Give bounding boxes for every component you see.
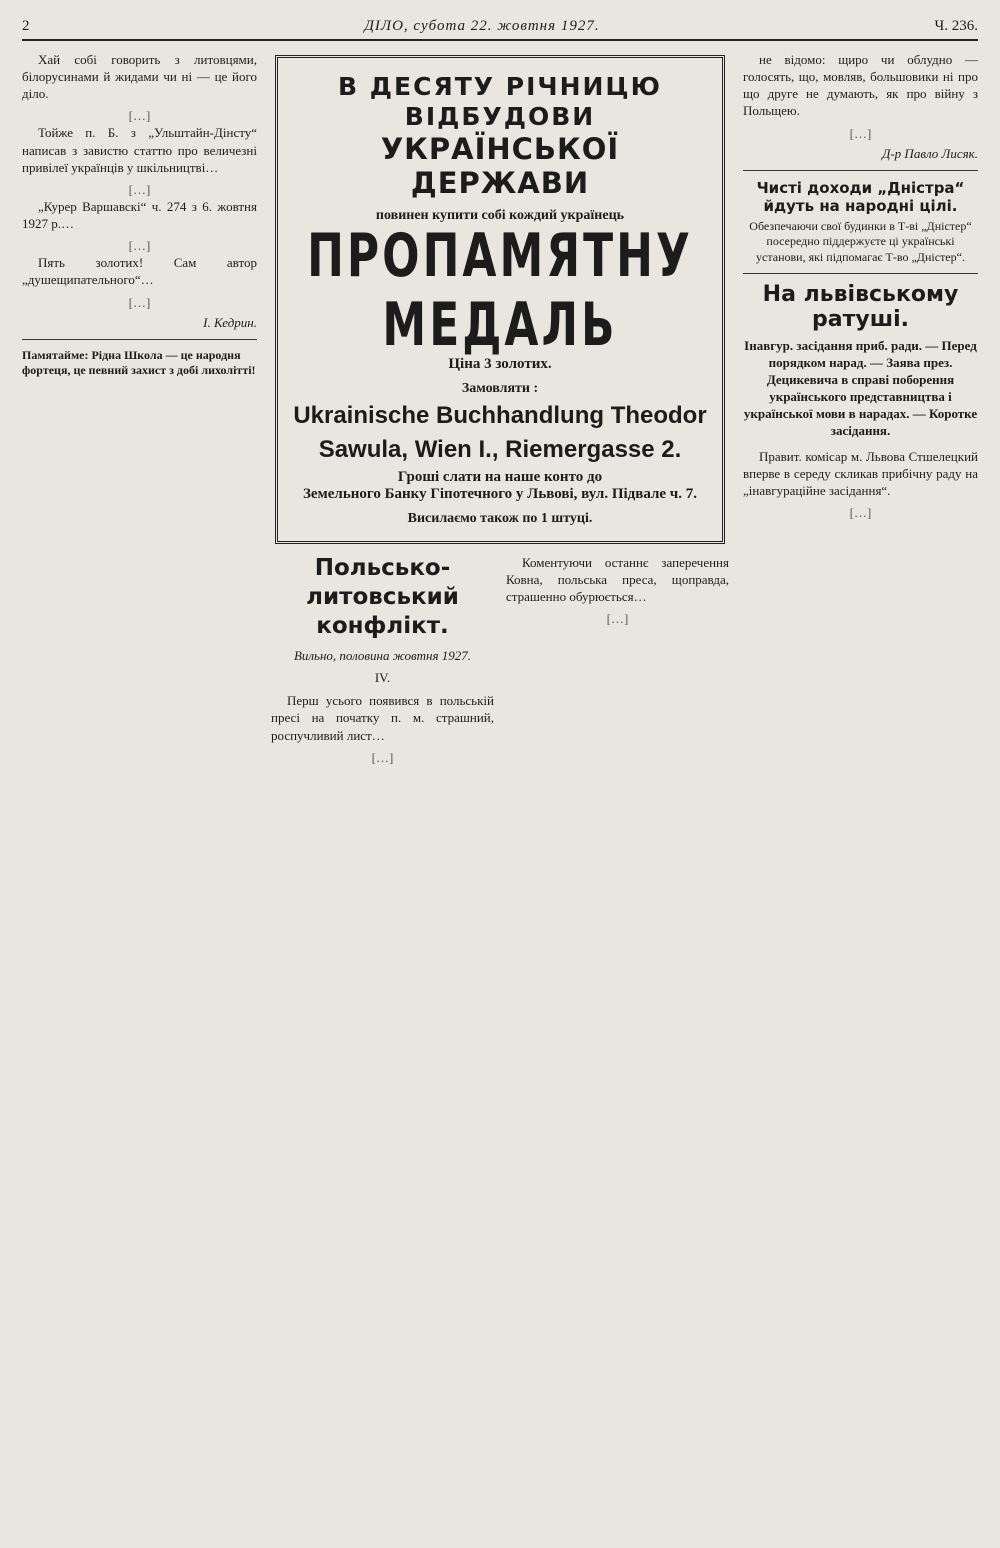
dnister-headline: Чисті доходи „Дністра“ йдуть на народні цілі. (756, 178, 965, 215)
medal-advertisement (275, 55, 725, 544)
ad-firm-line2: Sawula, Wien I., Riemergasse 2. (318, 436, 682, 463)
article-paragraph: Перш усього появився в польській пресі на початку п. м. страшний, роспучливий лист… (271, 693, 494, 743)
issue-number: Ч. 236. (934, 18, 978, 34)
ad-payment-line1: Гроші слати на наше конто до (397, 469, 603, 485)
ad-medal: ПРОПАМЯТНУ МЕДАЛЬ (307, 222, 693, 360)
ad-payment-line2: Земельного Банку Гіпотечного у Львові, вул. Підвале ч. 7. (302, 486, 698, 502)
ridna-shkola-note: Памятайме: Рідна Школа — це народня фортеця, це певний захист з добі лихолітті! (22, 347, 256, 378)
ad-line2: УКРАЇНСЬКОЇ ДЕРЖАВИ (380, 132, 620, 200)
ad-firm-line1: Ukrainische Buchhandlung Theodor (293, 402, 707, 429)
ad-ordering: Замовляти : (461, 381, 539, 396)
article-signature: Д-р Павло Лисяк. (882, 145, 978, 161)
left-column (22, 51, 257, 1541)
left-paragraph: Хай собі говорить з литовцями, білорусинами й жидами чи ні — це його діло. (22, 52, 257, 102)
article-section-number: IV. (374, 670, 391, 686)
divider (22, 339, 257, 340)
omitted-text: […] (128, 238, 151, 254)
city-council-headline: На львівському ратуші. (762, 282, 959, 333)
dnister-text: Обезпечаючи свої будинки в Т-ві „Дністер“ посередно піддержуєте ці українські установи, які підпомагає Т-во „Дністер“. (749, 218, 972, 264)
divider (743, 170, 978, 171)
ad-also: Висилаємо також по 1 штуці. (407, 511, 593, 526)
omitted-text: […] (128, 108, 151, 124)
left-paragraph: „Курер Варшавскі“ ч. 274 з 6. жовтня 1927 р.… (22, 198, 257, 232)
omitted-text: […] (606, 611, 629, 627)
article-column-1 (271, 554, 494, 1541)
omitted-text: […] (128, 181, 151, 197)
left-signature: І. Кедрин. (203, 314, 257, 330)
omitted-text: […] (128, 294, 151, 310)
divider (743, 273, 978, 274)
article-headline: Польсько-литовський конфлікт. (306, 555, 459, 639)
omitted-text: […] (371, 749, 394, 765)
ad-price: Ціна 3 золотих. (448, 356, 552, 372)
article-paragraph: Коментуючи останнє заперечення Ковна, польська преса, щоправда, страшенно обурюється… (506, 555, 729, 605)
left-paragraph: Тойже п. Б. з „Ульштайн-Дінсту“ написав з завистю статтю про величезні привілеї українців у шкільництві… (22, 125, 257, 175)
omitted-text: […] (849, 505, 872, 521)
ad-line1: В ДЕСЯТУ РІЧНИЦЮ ВІДБУДОВИ (338, 72, 662, 131)
article-paragraph: не відомо: щиро чи облудно — голосять, що, мовляв, большовики ні про що друге не думають, як про війну з Польщею. (743, 52, 978, 119)
newspaper-title: ДІЛО, субота 22. жовтня 1927. (364, 18, 600, 34)
left-paragraph: Пять золотих! Сам автор „душещипательного“… (22, 255, 257, 288)
article-dateline: Вильно, половина жовтня 1927. (293, 648, 472, 664)
right-column (743, 51, 978, 1541)
city-council-paragraph: Правит. комісар м. Львова Стшелецкий вперве в середу скликав прибічну раду на „інавгураційне засідання“. (743, 448, 978, 499)
ad-subline: повинен купити собі кождий українець (375, 208, 625, 223)
middle-column (271, 51, 729, 1541)
article-column-2 (506, 554, 729, 1541)
masthead (22, 18, 978, 41)
page-number: 2 (22, 18, 30, 34)
omitted-text: […] (849, 125, 872, 141)
city-council-lead: Інавгур. засідання приб. ради. — Перед порядком нарад. — Заява през. Децикевича в справі поборення українського представництва і української мови в нарадах. — Коротке засідання. (743, 338, 978, 438)
